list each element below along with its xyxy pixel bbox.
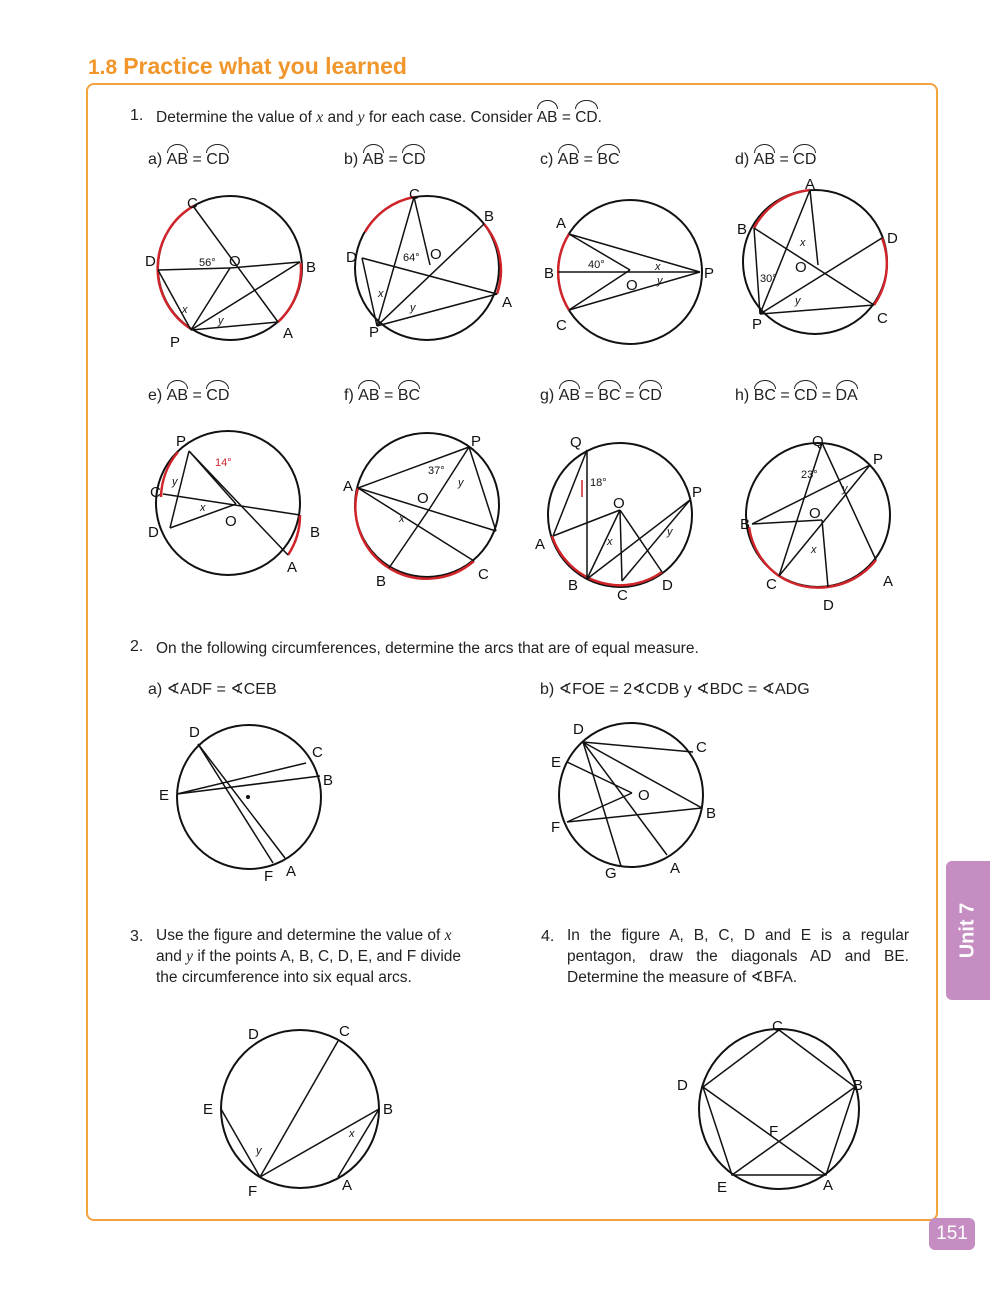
q4-line3: Determine the measure of ∢BFA. (567, 969, 798, 986)
svg-text:y: y (410, 302, 416, 314)
svg-text:P: P (873, 451, 884, 468)
svg-text:A: A (283, 325, 294, 342)
svg-text:P: P (752, 316, 763, 333)
svg-text:x: x (349, 1128, 355, 1140)
svg-text:F: F (264, 868, 274, 885)
page-number: 151 (929, 1218, 975, 1250)
svg-text:Q: Q (812, 433, 824, 450)
svg-text:64°: 64° (403, 252, 420, 264)
svg-text:Q: Q (570, 434, 582, 451)
svg-text:C: C (187, 195, 198, 212)
svg-text:D: D (189, 724, 200, 741)
figure-3 (203, 1023, 393, 1200)
svg-text:F: F (551, 819, 561, 836)
svg-text:P: P (170, 334, 181, 351)
svg-text:x: x (182, 304, 188, 316)
svg-text:P: P (692, 484, 703, 501)
svg-text:14°: 14° (215, 457, 232, 469)
svg-text:B: B (740, 516, 751, 533)
svg-text:56°: 56° (199, 257, 216, 269)
svg-text:C: C (339, 1023, 350, 1040)
svg-text:A: A (883, 573, 894, 590)
q1-text-a: Determine the value of (156, 109, 317, 126)
svg-text:C: C (696, 739, 707, 756)
svg-text:A: A (342, 1177, 353, 1194)
q2-part-a-label: a) ∢ADF = ∢CEB (148, 681, 277, 698)
q3-text (156, 925, 476, 988)
q1-part-f-label: f) AB = BC (344, 387, 421, 404)
figure-1f (343, 433, 499, 590)
svg-text:x: x (200, 502, 206, 514)
figure-1h (740, 433, 893, 614)
q3-line2b: if the points A, B, C, D, E, and F divide (193, 948, 461, 965)
svg-text:y: y (667, 526, 673, 538)
svg-text:B: B (737, 221, 748, 238)
svg-text:x: x (800, 237, 806, 249)
q4-line1: In the figure A, B, C, D and E is a regular (567, 927, 909, 944)
svg-text:O: O (417, 490, 429, 507)
svg-text:D: D (145, 253, 156, 270)
figure-2a (159, 724, 333, 885)
svg-text:C: C (150, 484, 161, 501)
svg-text:O: O (613, 495, 625, 512)
q3-number: 3. (130, 928, 144, 945)
svg-text:G: G (605, 865, 617, 882)
q4-text (567, 925, 909, 988)
svg-text:F: F (769, 1123, 779, 1140)
svg-text:B: B (853, 1077, 864, 1094)
q4-number: 4. (541, 928, 555, 945)
svg-text:E: E (203, 1101, 214, 1118)
svg-text:C: C (617, 587, 628, 604)
svg-text:D: D (823, 597, 834, 614)
svg-text:18°: 18° (590, 477, 607, 489)
section-title-text: Practice what you learned (123, 53, 407, 79)
svg-text:A: A (502, 294, 513, 311)
q1-arc-2: CD (575, 109, 598, 126)
q1-part-h-label: h) BC = CD = DA (735, 387, 858, 404)
svg-text:C: C (556, 317, 567, 334)
q3-line2a: and (156, 948, 187, 965)
svg-text:B: B (376, 573, 387, 590)
q1-number: 1. (130, 107, 144, 124)
q3-line3: the circumference into six equal arcs. (156, 969, 412, 986)
svg-text:B: B (568, 577, 579, 594)
svg-text:O: O (626, 277, 638, 294)
svg-text:A: A (343, 478, 354, 495)
svg-text:A: A (535, 536, 546, 553)
q1-eq: = (557, 109, 576, 126)
svg-text:37°: 37° (428, 465, 445, 477)
svg-text:E: E (159, 787, 170, 804)
svg-text:F: F (248, 1183, 258, 1200)
svg-text:C: C (478, 566, 489, 583)
q1-part-c-label: c) AB = BC (540, 151, 620, 168)
svg-text:23°: 23° (801, 469, 818, 481)
svg-text:A: A (823, 1177, 834, 1194)
svg-text:P: P (369, 324, 380, 341)
q1-part-b-label: b) AB = CD (344, 151, 426, 168)
svg-text:D: D (677, 1077, 688, 1094)
q1-end: . (597, 109, 602, 126)
svg-text:D: D (662, 577, 673, 594)
svg-text:y: y (256, 1145, 262, 1157)
svg-text:P: P (471, 433, 482, 450)
svg-text:y: y (842, 483, 848, 495)
svg-text:P: P (704, 265, 715, 282)
svg-text:C: C (766, 576, 777, 593)
svg-text:O: O (809, 505, 821, 522)
q3-line1: Use the figure and determine the value of (156, 927, 445, 944)
q3-var-y: y (186, 948, 194, 965)
q2-part-b-label: b) ∢FOE = 2∢CDB y ∢BDC = ∢ADG (540, 681, 810, 698)
section-number: 1.8 (88, 56, 118, 79)
svg-text:x: x (607, 536, 613, 548)
figure-1d (737, 176, 898, 334)
svg-text:O: O (225, 513, 237, 530)
svg-text:40°: 40° (588, 259, 605, 271)
svg-text:C: C (409, 186, 420, 203)
q1-part-d-label: d) AB = CD (735, 151, 817, 168)
figure-4 (677, 1018, 863, 1196)
unit-tab-label: Unit 7 (956, 902, 979, 959)
svg-text:y: y (218, 315, 224, 327)
svg-text:E: E (717, 1179, 728, 1196)
svg-text:D: D (248, 1026, 259, 1043)
figure-1c (544, 200, 714, 344)
svg-text:O: O (638, 787, 650, 804)
figure-1b (346, 186, 512, 341)
svg-text:y: y (172, 476, 178, 488)
svg-text:x: x (399, 513, 405, 525)
svg-text:P: P (176, 433, 187, 450)
q1-var-y: y (357, 109, 365, 126)
svg-text:C: C (877, 310, 888, 327)
svg-text:A: A (805, 176, 816, 193)
svg-text:A: A (287, 559, 298, 576)
q3-var-x: x (444, 927, 452, 944)
svg-text:D: D (887, 230, 898, 247)
q1-var-x: x (316, 109, 324, 126)
svg-text:30°: 30° (760, 273, 777, 285)
svg-text:D: D (148, 524, 159, 541)
svg-text:D: D (573, 721, 584, 738)
q1-arc-1: AB (536, 109, 558, 126)
q2-text: On the following circumferences, determine the arcs that are of equal measure. (156, 640, 699, 657)
q2-number: 2. (130, 638, 144, 655)
svg-text:y: y (458, 477, 464, 489)
svg-text:A: A (286, 863, 297, 880)
svg-text:C: C (312, 744, 323, 761)
svg-text:x: x (811, 544, 817, 556)
q1-part-a-label: a) AB = CD (148, 151, 230, 168)
q1-part-g-label: g) AB = BC = CD (540, 387, 662, 404)
svg-text:B: B (484, 208, 495, 225)
svg-text:x: x (655, 261, 661, 273)
unit-tab-label-wrap (946, 861, 990, 1000)
figure-2b (551, 721, 716, 882)
svg-text:B: B (383, 1101, 394, 1118)
svg-text:O: O (430, 246, 442, 263)
q1-text-b: for each case. Consider (364, 109, 537, 126)
svg-text:O: O (229, 253, 241, 270)
svg-text:B: B (323, 772, 334, 789)
q1-part-e-label: e) AB = CD (148, 387, 230, 404)
svg-text:x: x (378, 288, 384, 300)
q1-text-and: and (323, 109, 358, 126)
svg-text:y: y (657, 275, 663, 287)
figure-1a (145, 195, 316, 351)
figure-1g (535, 434, 702, 604)
svg-text:D: D (346, 249, 357, 266)
svg-text:B: B (544, 265, 555, 282)
svg-text:E: E (551, 754, 562, 771)
svg-text:A: A (556, 215, 567, 232)
svg-text:O: O (795, 259, 807, 276)
svg-text:y: y (795, 295, 801, 307)
svg-text:B: B (306, 259, 317, 276)
svg-text:B: B (706, 805, 717, 822)
svg-text:B: B (310, 524, 321, 541)
svg-text:A: A (670, 860, 681, 877)
figure-1e (148, 431, 320, 576)
svg-text:C: C (772, 1018, 783, 1035)
q4-line2: pentagon, draw the diagonals AD and BE. (567, 948, 909, 965)
